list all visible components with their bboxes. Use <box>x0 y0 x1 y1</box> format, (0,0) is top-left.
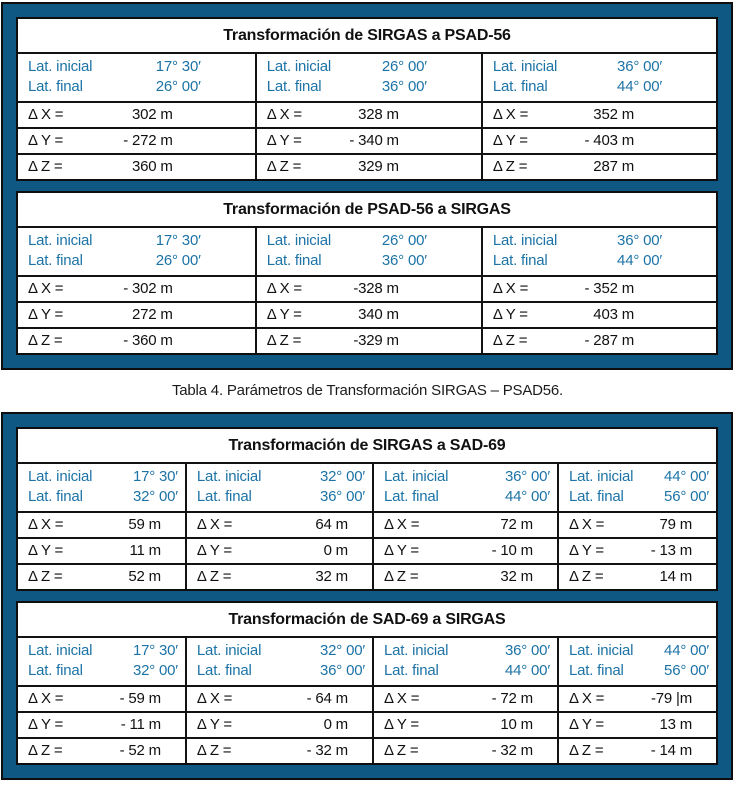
delta-x-label: Δ X = <box>28 279 64 297</box>
delta-z-cell <box>18 739 187 763</box>
lat-final-value: 44° 00′ <box>504 487 550 505</box>
delta-x-cell <box>483 277 716 301</box>
delta-z-value: 329 m <box>358 157 399 175</box>
lat-final-line <box>569 661 716 681</box>
delta-z-cell <box>483 329 716 353</box>
delta-x-value: - 352 m <box>584 279 634 297</box>
delta-z-value: 287 m <box>593 157 634 175</box>
lat-inicial-label: Lat. inicial <box>266 58 332 75</box>
lat-final-line <box>384 487 557 507</box>
lat-final-line <box>569 487 716 507</box>
delta-y-cell <box>374 539 559 563</box>
lat-final-line <box>28 77 255 97</box>
table-title: Transformación de PSAD-56 a SIRGAS <box>18 193 716 228</box>
lat-final-line <box>384 661 557 681</box>
delta-x-label: Δ X = <box>492 105 529 123</box>
delta-x-cell <box>18 103 257 127</box>
delta-z-label: Δ Z = <box>492 331 528 349</box>
delta-y-cell <box>187 539 374 563</box>
lat-inicial-value: 26° 00′ <box>381 58 427 75</box>
lat-final-value: 36° 00′ <box>320 661 365 679</box>
delta-y-value: 0 m <box>323 715 348 733</box>
lat-inicial-label: Lat. inicial <box>196 467 262 485</box>
lat-range-cell <box>18 638 187 685</box>
delta-y-value: - 11 m <box>120 715 161 733</box>
lat-final-value: 26° 00′ <box>155 77 201 95</box>
sad69-transformation-block <box>1 412 733 780</box>
lat-inicial-label: Lat. inicial <box>492 231 558 249</box>
lat-inicial-value: 26° 00′ <box>381 231 427 249</box>
delta-y-row <box>18 713 716 739</box>
delta-x-cell <box>257 277 483 301</box>
delta-z-label: Δ Z = <box>383 567 419 585</box>
lat-final-label: Lat. final <box>196 487 252 505</box>
lat-range-cell <box>257 54 483 101</box>
delta-x-label: Δ X = <box>568 515 605 533</box>
lat-final-value: 36° 00′ <box>381 251 427 269</box>
delta-y-label: Δ Y = <box>196 541 232 559</box>
delta-z-cell <box>483 155 716 179</box>
delta-y-row <box>18 303 716 329</box>
delta-z-value: 360 m <box>132 157 173 175</box>
lat-inicial-label: Lat. inicial <box>383 467 449 485</box>
lat-final-line <box>267 251 481 271</box>
delta-x-value: - 302 m <box>123 279 173 297</box>
lat-range-cell <box>187 638 374 685</box>
lat-inicial-value: 36° 00′ <box>504 641 550 659</box>
delta-y-label: Δ Y = <box>383 541 419 559</box>
lat-final-label: Lat. final <box>28 487 83 505</box>
lat-inicial-value: 36° 00′ <box>617 58 662 75</box>
delta-z-cell <box>559 565 716 589</box>
lat-inicial-line <box>569 641 716 661</box>
lat-range-cell <box>18 54 257 101</box>
delta-x-value: - 64 m <box>306 689 348 707</box>
delta-x-value: 79 m <box>659 515 692 533</box>
delta-x-row <box>18 277 716 303</box>
delta-x-row <box>18 513 716 539</box>
delta-x-label: Δ X = <box>28 689 64 707</box>
delta-y-value: 403 m <box>593 305 634 323</box>
lat-inicial-label: Lat. inicial <box>492 58 558 75</box>
delta-x-value: -79 |m <box>650 689 692 707</box>
lat-range-cell <box>18 228 257 275</box>
lat-inicial-line <box>28 641 185 661</box>
delta-y-row <box>18 539 716 565</box>
lat-inicial-value: 17° 30′ <box>155 58 201 75</box>
delta-z-label: Δ Z = <box>568 567 604 585</box>
lat-inicial-value: 32° 00′ <box>320 641 365 659</box>
delta-z-label: Δ Z = <box>196 741 232 759</box>
delta-z-value: - 52 m <box>119 741 161 759</box>
delta-x-cell <box>18 277 257 301</box>
frame-gap <box>16 181 718 191</box>
lat-range-cell <box>559 638 716 685</box>
delta-z-value: - 14 m <box>650 741 692 759</box>
lat-final-value: 44° 00′ <box>504 661 550 679</box>
lat-final-label: Lat. final <box>383 487 439 505</box>
delta-z-cell <box>18 329 257 353</box>
delta-y-label: Δ Y = <box>28 715 64 733</box>
lat-final-value: 32° 00′ <box>132 661 178 679</box>
lat-inicial-label: Lat. inicial <box>28 641 93 659</box>
delta-z-cell <box>374 739 559 763</box>
lat-inicial-label: Lat. inicial <box>28 231 93 249</box>
delta-z-cell <box>559 739 716 763</box>
lat-final-value: 36° 00′ <box>320 487 365 505</box>
lat-inicial-value: 36° 00′ <box>504 467 550 485</box>
lat-inicial-label: Lat. inicial <box>568 467 634 485</box>
lat-inicial-line <box>493 57 716 77</box>
lat-inicial-value: 17° 30′ <box>132 641 178 659</box>
delta-z-cell <box>187 565 374 589</box>
delta-y-cell <box>559 539 716 563</box>
lat-inicial-line <box>384 641 557 661</box>
delta-y-cell <box>483 129 716 153</box>
lat-inicial-value: 36° 00′ <box>617 231 662 249</box>
delta-z-value: 32 m <box>315 567 348 585</box>
delta-y-cell <box>18 303 257 327</box>
delta-x-row <box>18 687 716 713</box>
delta-z-label: Δ Z = <box>28 567 63 585</box>
lat-inicial-line <box>493 231 716 251</box>
lat-inicial-value: 44° 00′ <box>664 641 709 659</box>
delta-x-label: Δ X = <box>492 279 529 297</box>
delta-y-label: Δ Y = <box>28 131 64 149</box>
lat-final-line <box>197 661 372 681</box>
delta-x-label: Δ X = <box>28 105 64 123</box>
delta-x-value: 302 m <box>132 105 173 123</box>
delta-y-label: Δ Y = <box>266 305 302 323</box>
delta-x-cell <box>187 687 374 711</box>
lat-final-value: 56° 00′ <box>664 487 709 505</box>
delta-z-cell <box>257 155 483 179</box>
table-psad56-to-sirgas <box>16 191 718 355</box>
delta-x-row <box>18 103 716 129</box>
delta-y-value: 340 m <box>358 305 399 323</box>
delta-x-label: Δ X = <box>196 515 233 533</box>
delta-z-cell <box>257 329 483 353</box>
lat-final-label: Lat. final <box>492 251 548 269</box>
delta-x-label: Δ X = <box>568 689 605 707</box>
lat-inicial-line <box>267 57 481 77</box>
delta-x-value: 64 m <box>315 515 348 533</box>
lat-final-value: 36° 00′ <box>381 77 427 95</box>
delta-x-value: - 72 m <box>491 689 533 707</box>
lat-final-value: 44° 00′ <box>617 251 662 269</box>
delta-z-value: -329 m <box>353 331 399 349</box>
lat-inicial-line <box>197 641 372 661</box>
delta-y-value: - 10 m <box>491 541 533 559</box>
delta-z-label: Δ Z = <box>492 157 528 175</box>
delta-x-label: Δ X = <box>383 515 420 533</box>
lat-inicial-label: Lat. inicial <box>196 641 262 659</box>
delta-y-cell <box>187 713 374 737</box>
delta-y-value: 10 m <box>500 715 533 733</box>
lat-final-line <box>28 661 185 681</box>
lat-inicial-line <box>28 467 185 487</box>
delta-y-row <box>18 129 716 155</box>
delta-y-cell <box>257 129 483 153</box>
lat-range-cell <box>374 464 559 511</box>
lat-inicial-line <box>569 467 716 487</box>
delta-x-cell <box>18 513 187 537</box>
delta-z-label: Δ Z = <box>28 157 63 175</box>
delta-z-value: 52 m <box>128 567 161 585</box>
lat-final-value: 44° 00′ <box>617 77 662 95</box>
delta-x-label: Δ X = <box>266 279 302 297</box>
delta-x-cell <box>374 687 559 711</box>
delta-x-label: Δ X = <box>196 689 233 707</box>
lat-range-cell <box>257 228 483 275</box>
lat-inicial-line <box>384 467 557 487</box>
delta-z-cell <box>374 565 559 589</box>
delta-x-label: Δ X = <box>266 105 302 123</box>
delta-x-cell <box>187 513 374 537</box>
lat-inicial-value: 44° 00′ <box>664 467 709 485</box>
delta-y-value: - 340 m <box>349 131 399 149</box>
lat-final-line <box>267 77 481 97</box>
lat-final-label: Lat. final <box>196 661 252 679</box>
lat-inicial-label: Lat. inicial <box>568 641 634 659</box>
delta-z-label: Δ Z = <box>568 741 604 759</box>
lat-range-cell <box>483 54 716 101</box>
delta-z-cell <box>18 565 187 589</box>
delta-z-cell <box>18 155 257 179</box>
table-title: Transformación de SIRGAS a SAD-69 <box>18 429 716 464</box>
lat-range-cell <box>559 464 716 511</box>
delta-y-cell <box>18 129 257 153</box>
psad56-transformation-block <box>1 2 733 370</box>
table-sirgas-to-psad56 <box>16 17 718 181</box>
delta-y-cell <box>18 713 187 737</box>
delta-z-label: Δ Z = <box>266 157 302 175</box>
lat-inicial-line <box>28 57 255 77</box>
lat-final-value: 56° 00′ <box>664 661 709 679</box>
delta-y-cell <box>257 303 483 327</box>
table-sad69-to-sirgas <box>16 601 718 765</box>
delta-y-value: - 272 m <box>123 131 173 149</box>
lat-inicial-line <box>28 231 255 251</box>
frame-gap <box>16 591 718 601</box>
lat-final-line <box>493 251 716 271</box>
delta-y-value: - 13 m <box>650 541 692 559</box>
lat-final-label: Lat. final <box>568 487 624 505</box>
lat-final-label: Lat. final <box>28 661 83 679</box>
delta-x-value: 72 m <box>500 515 533 533</box>
delta-y-label: Δ Y = <box>196 715 232 733</box>
delta-x-value: 328 m <box>358 105 399 123</box>
lat-final-label: Lat. final <box>266 77 322 95</box>
delta-z-label: Δ Z = <box>28 331 63 349</box>
lat-inicial-value: 17° 30′ <box>155 231 201 249</box>
delta-x-cell <box>559 513 716 537</box>
lat-inicial-value: 32° 00′ <box>320 467 365 485</box>
delta-y-label: Δ Y = <box>28 541 64 559</box>
table-sirgas-to-sad69 <box>16 427 718 591</box>
lat-range-row <box>18 464 716 513</box>
lat-final-label: Lat. final <box>383 661 439 679</box>
lat-final-line <box>197 487 372 507</box>
lat-final-line <box>28 487 185 507</box>
lat-final-label: Lat. final <box>266 251 322 269</box>
delta-x-cell <box>483 103 716 127</box>
delta-y-label: Δ Y = <box>492 131 528 149</box>
delta-x-cell <box>374 513 559 537</box>
delta-x-label: Δ X = <box>28 515 64 533</box>
lat-final-value: 26° 00′ <box>155 251 201 269</box>
lat-inicial-label: Lat. inicial <box>28 467 93 485</box>
table-title: Transformación de SAD-69 a SIRGAS <box>18 603 716 638</box>
delta-x-label: Δ X = <box>383 689 420 707</box>
table-title: Transformación de SIRGAS a PSAD-56 <box>18 19 716 54</box>
delta-x-cell <box>18 687 187 711</box>
delta-z-label: Δ Z = <box>196 567 232 585</box>
lat-range-cell <box>483 228 716 275</box>
delta-x-value: -328 m <box>353 279 399 297</box>
delta-x-value: 59 m <box>128 515 161 533</box>
delta-y-label: Δ Y = <box>492 305 528 323</box>
delta-z-value: 14 m <box>659 567 692 585</box>
delta-z-label: Δ Z = <box>28 741 63 759</box>
lat-inicial-label: Lat. inicial <box>266 231 332 249</box>
lat-inicial-line <box>267 231 481 251</box>
delta-y-cell <box>18 539 187 563</box>
lat-final-label: Lat. final <box>28 77 83 95</box>
delta-y-value: 0 m <box>323 541 348 559</box>
delta-y-label: Δ Y = <box>568 715 604 733</box>
delta-z-row <box>18 329 716 353</box>
delta-z-cell <box>187 739 374 763</box>
lat-range-cell <box>18 464 187 511</box>
table-caption: Tabla 4. Parámetros de Transformación SIRGAS – PSAD56. <box>171 381 564 399</box>
delta-y-cell <box>559 713 716 737</box>
delta-z-value: 32 m <box>500 567 533 585</box>
lat-final-line <box>493 77 716 97</box>
delta-x-value: - 59 m <box>119 689 161 707</box>
delta-z-value: - 360 m <box>123 331 173 349</box>
delta-x-cell <box>257 103 483 127</box>
delta-y-label: Δ Y = <box>28 305 64 323</box>
delta-z-value: - 287 m <box>584 331 634 349</box>
delta-y-cell <box>483 303 716 327</box>
delta-z-row <box>18 565 716 589</box>
delta-z-label: Δ Z = <box>266 331 302 349</box>
lat-final-value: 32° 00′ <box>132 487 178 505</box>
lat-range-row <box>18 54 716 103</box>
delta-z-value: - 32 m <box>306 741 348 759</box>
delta-y-value: 11 m <box>129 541 161 559</box>
delta-z-row <box>18 739 716 763</box>
delta-z-value: - 32 m <box>491 741 533 759</box>
delta-y-value: 13 m <box>659 715 692 733</box>
delta-z-label: Δ Z = <box>383 741 419 759</box>
lat-final-label: Lat. final <box>28 251 83 269</box>
delta-x-cell <box>559 687 716 711</box>
lat-range-row <box>18 228 716 277</box>
lat-inicial-label: Lat. inicial <box>28 58 93 75</box>
delta-x-value: 352 m <box>593 105 634 123</box>
delta-y-label: Δ Y = <box>266 131 302 149</box>
delta-y-label: Δ Y = <box>383 715 419 733</box>
delta-y-label: Δ Y = <box>568 541 604 559</box>
lat-inicial-label: Lat. inicial <box>383 641 449 659</box>
lat-range-cell <box>374 638 559 685</box>
delta-z-row <box>18 155 716 179</box>
lat-final-label: Lat. final <box>492 77 548 95</box>
lat-inicial-line <box>197 467 372 487</box>
lat-final-line <box>28 251 255 271</box>
lat-range-cell <box>187 464 374 511</box>
lat-final-label: Lat. final <box>568 661 624 679</box>
lat-inicial-value: 17° 30′ <box>132 467 178 485</box>
delta-y-value: - 403 m <box>584 131 634 149</box>
lat-range-row <box>18 638 716 687</box>
delta-y-cell <box>374 713 559 737</box>
delta-y-value: 272 m <box>132 305 173 323</box>
